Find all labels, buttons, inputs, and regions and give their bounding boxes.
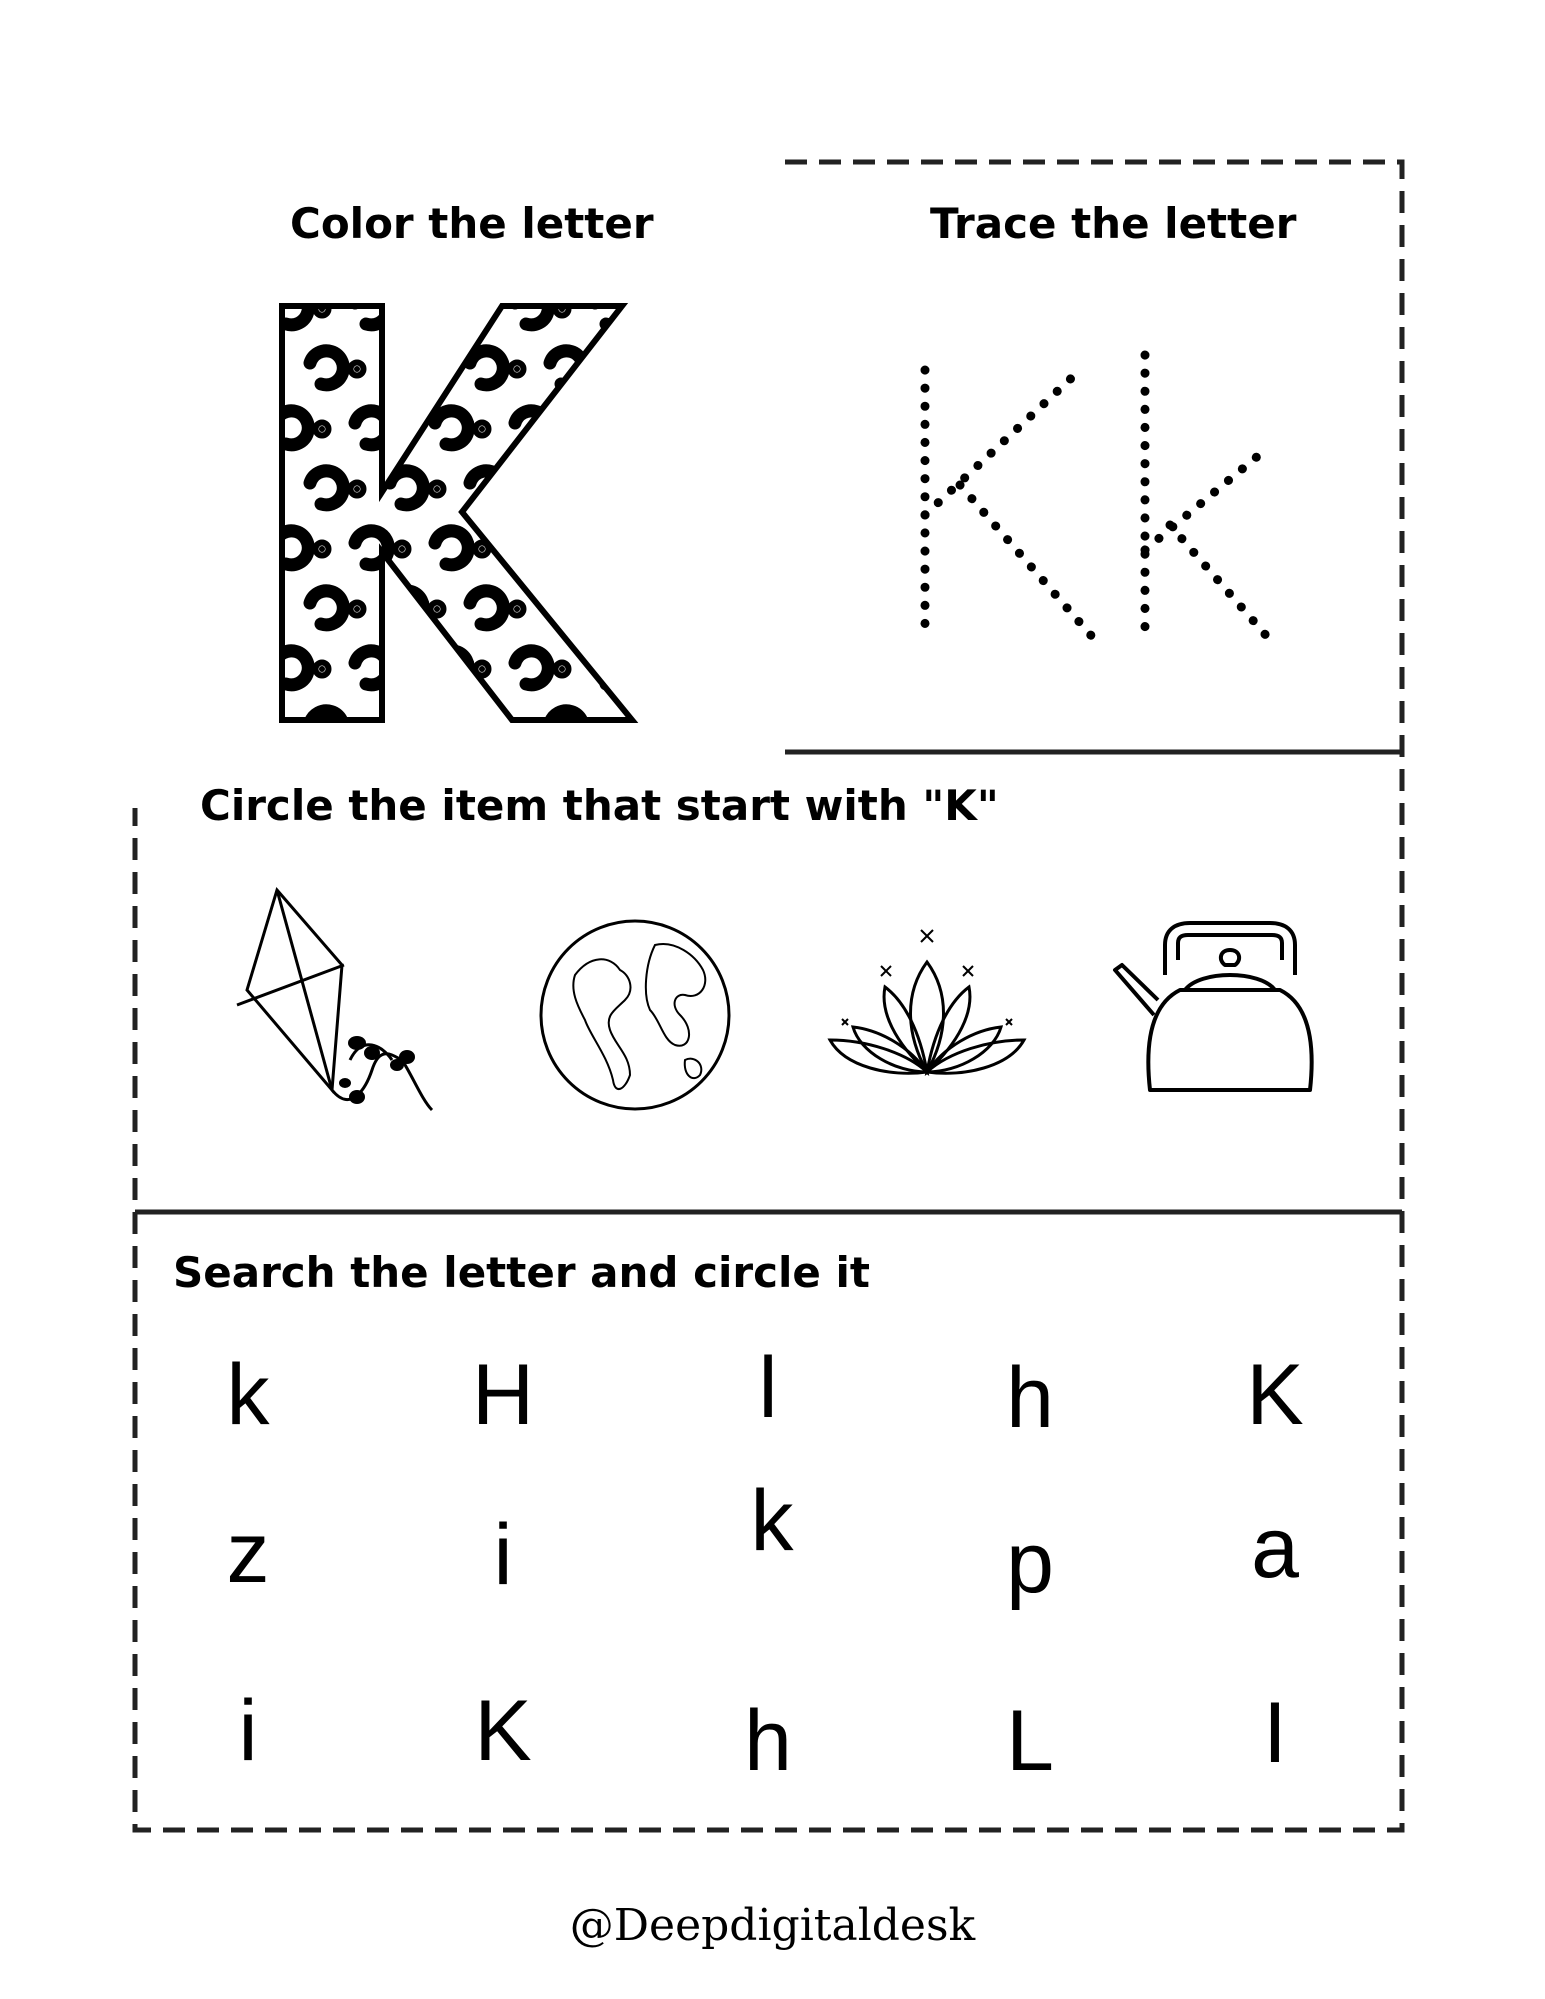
leopard-spot xyxy=(310,351,343,385)
leopard-spot xyxy=(630,471,642,505)
leopard-dot xyxy=(399,306,405,312)
leopard-dot xyxy=(354,486,360,492)
leopard-spot xyxy=(515,531,548,565)
leopard-spot xyxy=(515,651,548,685)
leopard-dot xyxy=(594,606,600,612)
search-letter-r2c1[interactable]: z xyxy=(226,1505,270,1601)
search-letter-r3c2[interactable]: K xyxy=(474,1683,532,1779)
leopard-dot xyxy=(639,546,642,552)
leopard-spot xyxy=(595,411,628,445)
search-letter-r1c4[interactable]: h xyxy=(1006,1350,1054,1446)
leopard-dot xyxy=(514,366,520,372)
search-letter-r2c3[interactable]: k xyxy=(750,1473,794,1569)
search-letter-r3c3[interactable]: h xyxy=(744,1693,792,1789)
leopard-spot xyxy=(470,711,503,732)
leopard-dot xyxy=(354,726,360,732)
search-letter-r2c2[interactable]: i xyxy=(493,1507,513,1603)
leopard-spot xyxy=(630,351,642,385)
leopard-dot xyxy=(319,546,325,552)
leopard-dot xyxy=(639,306,642,312)
leopard-dot xyxy=(594,726,600,732)
circle-item-title: Circle the item that start with "K" xyxy=(200,781,999,830)
leopard-dot xyxy=(399,426,405,432)
leopard-dot xyxy=(559,426,565,432)
leopard-dot xyxy=(594,366,600,372)
lotus-icon[interactable] xyxy=(825,922,1030,1082)
leopard-spot xyxy=(550,591,583,625)
kettle-icon[interactable] xyxy=(1110,915,1320,1105)
leopard-spot xyxy=(630,591,642,625)
leopard-dot xyxy=(479,666,485,672)
leopard-spot xyxy=(435,531,468,565)
leopard-dot xyxy=(319,666,325,672)
search-letter-r3c1[interactable]: i xyxy=(238,1683,258,1779)
search-letter-r3c5[interactable]: I xyxy=(1263,1685,1287,1781)
trace-letter-title: Trace the letter xyxy=(930,199,1297,248)
leopard-dot xyxy=(639,666,642,672)
leopard-dot xyxy=(434,726,440,732)
leopard-dot xyxy=(559,666,565,672)
globe-icon[interactable] xyxy=(535,915,735,1115)
leopard-spot xyxy=(550,471,583,505)
leopard-spot xyxy=(310,471,343,505)
leopard-dot xyxy=(354,366,360,372)
leopard-dot xyxy=(514,726,520,732)
leopard-spot xyxy=(595,531,628,565)
leopard-dot xyxy=(399,546,405,552)
leopard-dot xyxy=(354,606,360,612)
leopard-spot xyxy=(435,291,468,325)
color-letter-title: Color the letter xyxy=(290,199,654,248)
leopard-dot xyxy=(399,666,405,672)
search-letter-r2c4[interactable]: p xyxy=(1006,1515,1054,1611)
leopard-spot xyxy=(390,711,423,732)
leopard-dot xyxy=(559,546,565,552)
leopard-dot xyxy=(434,486,440,492)
search-letter-r1c2[interactable]: H xyxy=(471,1347,535,1443)
leopard-letter-k[interactable] xyxy=(262,262,642,732)
search-letter-r2c5[interactable]: a xyxy=(1251,1500,1299,1596)
footer-credit: @Deepdigitaldesk xyxy=(569,1900,976,1951)
search-letter-r1c3[interactable]: l xyxy=(758,1340,778,1436)
search-letter-r3c4[interactable]: L xyxy=(1006,1693,1054,1789)
leopard-dot xyxy=(479,426,485,432)
leopard-dot xyxy=(319,426,325,432)
search-letter-r1c5[interactable]: K xyxy=(1246,1347,1304,1443)
leopard-dot xyxy=(479,546,485,552)
leopard-dot xyxy=(514,606,520,612)
leopard-dot xyxy=(514,486,520,492)
leopard-spot xyxy=(470,591,503,625)
leopard-spot xyxy=(390,351,423,385)
leopard-dot xyxy=(434,366,440,372)
kite-icon[interactable] xyxy=(232,885,442,1120)
trace-letters-kk[interactable] xyxy=(880,340,1300,660)
leopard-dot xyxy=(639,426,642,432)
leopard-spot xyxy=(435,411,468,445)
leopard-spot xyxy=(470,351,503,385)
leopard-dot xyxy=(594,486,600,492)
leopard-dot xyxy=(479,306,485,312)
search-letter-r1c1[interactable]: k xyxy=(226,1347,270,1443)
search-letter-title: Search the letter and circle it xyxy=(173,1248,870,1297)
leopard-dot xyxy=(434,606,440,612)
leopard-spot xyxy=(310,591,343,625)
